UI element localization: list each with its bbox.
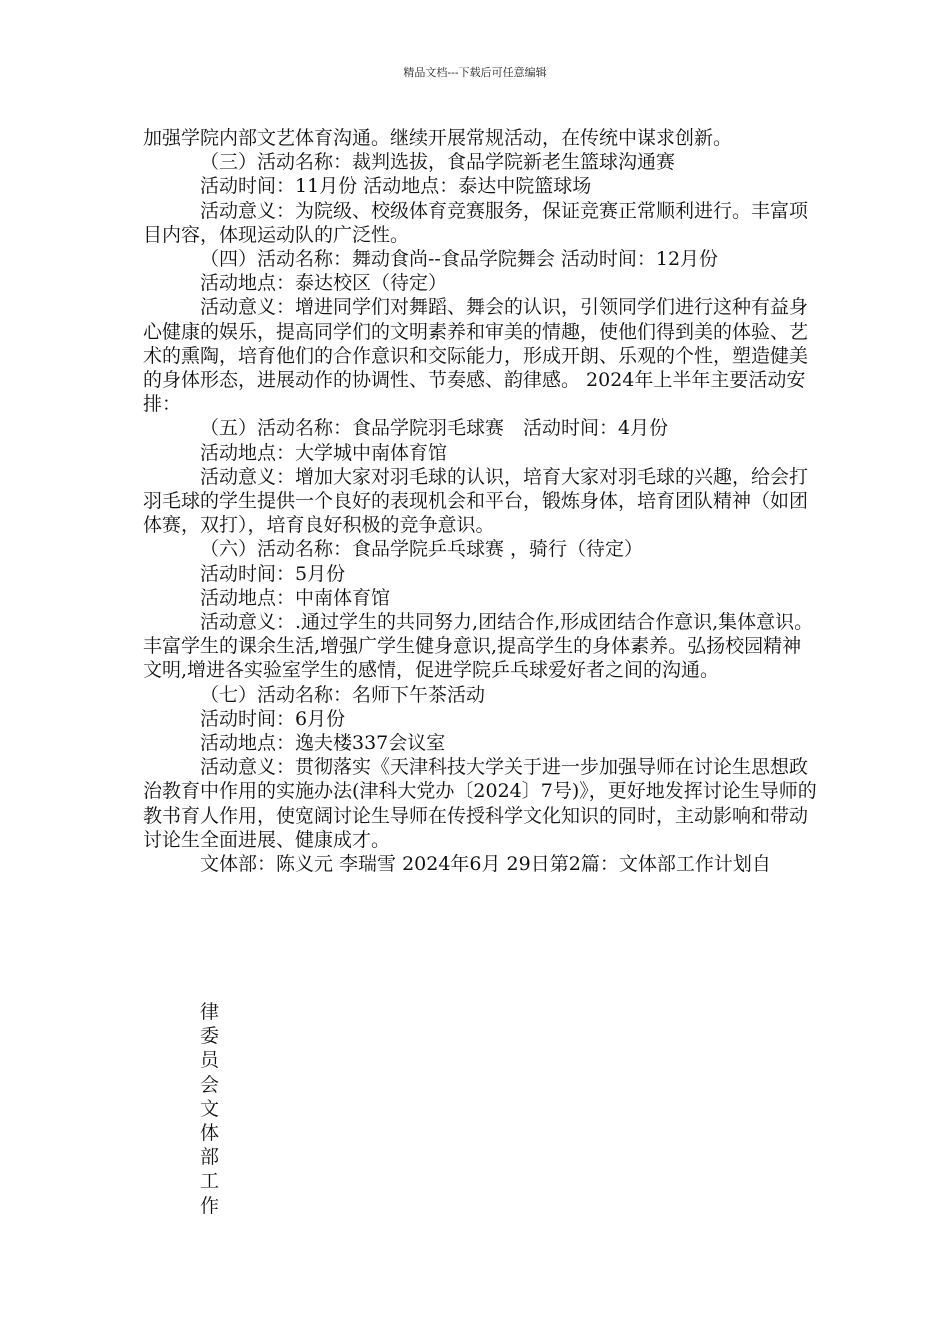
paragraph: 活动时间：6月份 bbox=[200, 707, 346, 730]
vertical-char: 文 bbox=[200, 1097, 220, 1120]
paragraph: （五）活动名称：食品学院羽毛球赛 活动时间：4月份 bbox=[200, 417, 669, 440]
vertical-char: 体 bbox=[200, 1122, 220, 1145]
paragraph: （六）活动名称：食品学院乒乓球赛 ，骑行（待定） bbox=[200, 538, 644, 561]
vertical-char: 部 bbox=[200, 1146, 220, 1169]
vertical-char: 会 bbox=[200, 1073, 220, 1096]
paragraph: （七）活动名称：名师下午茶活动 bbox=[200, 683, 486, 706]
document-body bbox=[143, 126, 818, 876]
vertical-char: 员 bbox=[200, 1049, 220, 1072]
paragraph: 活动意义：增进同学们对舞蹈、舞会的认识，引领同学们进行这种有益身心健康的娱乐，提高同学们的文明素养和审美的情趣，使他们得到美的体验、艺术的熏陶，培育他们的合作意识和交际能力，形成开朗、乐观的个性，塑造健美的身体形态，进展动作的协调性、节奏感、韵律感。 2024年上半年主要活动安排： bbox=[143, 296, 809, 416]
paragraph: 加强学院内部文艺体育沟通。继续开展常规活动，在传统中谋求创新。 bbox=[143, 127, 733, 149]
vertical-title-text bbox=[200, 1000, 224, 1218]
paragraph: 活动时间：5月份 bbox=[200, 562, 346, 585]
paragraph: 活动意义：增加大家对羽毛球的认识，培育大家对羽毛球的兴趣，给会打羽毛球的学生提供一个良好的表现机会和平台，锻炼身体，培育团队精神（如团体赛，双打），培育良好积极的竞争意识。 bbox=[143, 465, 809, 537]
vertical-char: 作 bbox=[200, 1194, 220, 1217]
vertical-char: 工 bbox=[200, 1170, 220, 1193]
paragraph: 活动地点：泰达校区（待定） bbox=[200, 272, 448, 295]
paragraph: 活动意义：贯彻落实《天津科技大学关于进一步加强导师在讨论生思想政治教育中作用的实施办法(津科大党办〔2024〕7号)》，更好地发挥讨论生导师的教书育人作用，使宽阔讨论生导师在传授科学文化知识的同时，主动影响和带动讨论生全面进展、健康成才。 bbox=[143, 756, 817, 851]
paragraph: （四）活动名称：舞动食尚--食品学院舞会 活动时间：12月份 bbox=[200, 248, 719, 271]
paragraph: （三）活动名称：裁判选拔，食品学院新老生篮球沟通赛 bbox=[200, 151, 676, 174]
vertical-char: 律 bbox=[200, 1001, 220, 1023]
paragraph: 活动地点：中南体育馆 bbox=[200, 586, 391, 609]
vertical-char: 委 bbox=[200, 1025, 220, 1048]
paragraph: 活动时间：11月份 活动地点：泰达中院篮球场 bbox=[200, 175, 592, 198]
paragraph: 活动地点：逸夫楼337会议室 bbox=[200, 732, 446, 755]
paragraph: 活动意义：.通过学生的共同努力,团结合作,形成团结合作意识,集体意识。丰富学生的课余生活,增强广学生健身意识,提高学生的身体素养。弘扬校园精神文明,增进各实验室学生的感情，促进学院乒乓球爱好者之间的沟通。 bbox=[143, 611, 814, 682]
paragraph: 文体部：陈义元 李瑞雪 2024年6月 29日第2篇：文体部工作计划自 bbox=[200, 853, 771, 876]
paragraph: 活动意义：为院级、校级体育竞赛服务，保证竞赛正常顺利进行。丰富项目内容，体现运动队的广泛性。 bbox=[143, 199, 809, 246]
page-header: 精品文档---下载后可任意编辑 bbox=[403, 66, 547, 79]
paragraph: 活动地点：大学城中南体育馆 bbox=[200, 441, 448, 464]
